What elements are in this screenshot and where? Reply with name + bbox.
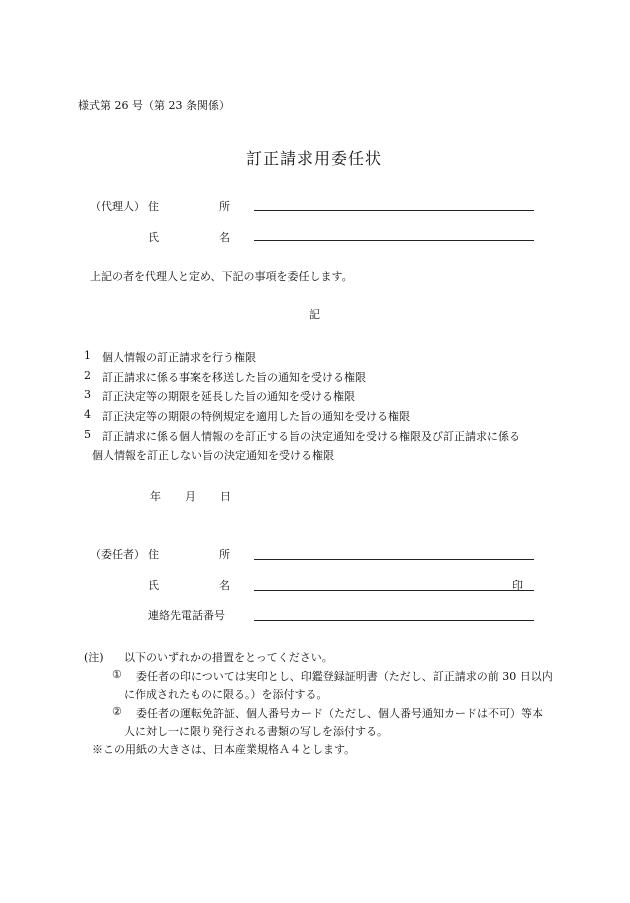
seal-mark: 印 [512,579,523,592]
item-4-text: 訂正決定等の期限の特例規定を適用した旨の通知を受ける権限 [102,410,410,423]
principal-phone-label: 連絡先電話番号 [148,609,225,622]
agent-address-label-2: 所 [219,200,230,213]
date-year: 年 [150,490,161,503]
note-1-mark: ① [112,668,122,681]
item-5-text: 訂正請求に係る個人情報のを訂正する旨の決定通知を受ける権限及び訂正請求に係る [102,430,520,443]
agent-address-field[interactable] [254,210,534,211]
ki-heading: 記 [309,308,320,321]
item-2-text: 訂正請求に係る事案を移送した旨の通知を受ける権限 [102,371,366,384]
item-4-number: 4 [84,408,91,421]
principal-name-label-2: 名 [219,579,230,592]
form-number: 様式第 26 号（第 23 条関係） [78,99,230,112]
item-5-text-continued: 個人情報を訂正しない旨の決定通知を受ける権限 [92,449,334,462]
agent-name-label-1: 氏 [148,231,159,244]
date-day: 日 [220,490,231,503]
note-1-line-1: 委任者の印については実印とし、印鑑登録証明書（ただし、訂正請求の前 30 日以内 [136,670,553,683]
notes-label: (注) [84,651,104,664]
item-1-number: 1 [84,349,91,362]
principal-phone-field[interactable] [254,620,534,621]
item-2-number: 2 [84,369,91,382]
principal-address-label-2: 所 [219,548,230,561]
agent-name-field[interactable] [254,240,534,241]
note-1-line-2: に作成されたものに限る。）を添付する。 [124,688,328,701]
item-5-number: 5 [84,428,91,441]
note-2-line-2: 人に対し一に限り発行される書類の写しを添付する。 [124,725,388,738]
principal-role-label: （委任者） [90,548,145,561]
item-1-text: 個人情報の訂正請求を行う権限 [102,351,256,364]
notes-lead: 以下のいずれかの措置をとってください。 [124,651,333,664]
item-3-text: 訂正決定等の期限を延長した旨の通知を受ける権限 [102,390,355,403]
note-2-mark: ② [112,705,122,718]
principal-address-field[interactable] [254,559,534,560]
agent-role-label: （代理人） [90,200,145,213]
principal-name-label-1: 氏 [148,579,159,592]
agent-name-label-2: 名 [219,231,230,244]
principal-name-field[interactable] [254,590,534,591]
paper-size-note: ※この用紙の大きさは、日本産業規格Ａ４とします。 [92,743,356,756]
document-title: 訂正請求用委任状 [246,149,383,168]
date-month: 月 [185,490,196,503]
principal-address-label-1: 住 [148,548,159,561]
agent-address-label-1: 住 [148,200,159,213]
delegation-intro: 上記の者を代理人と定め、下記の事項を委任します。 [90,270,353,283]
note-2-line-1: 委任者の運転免許証、個人番号カード（ただし、個人番号通知カードは不可）等本 [136,707,543,720]
item-3-number: 3 [84,388,91,401]
